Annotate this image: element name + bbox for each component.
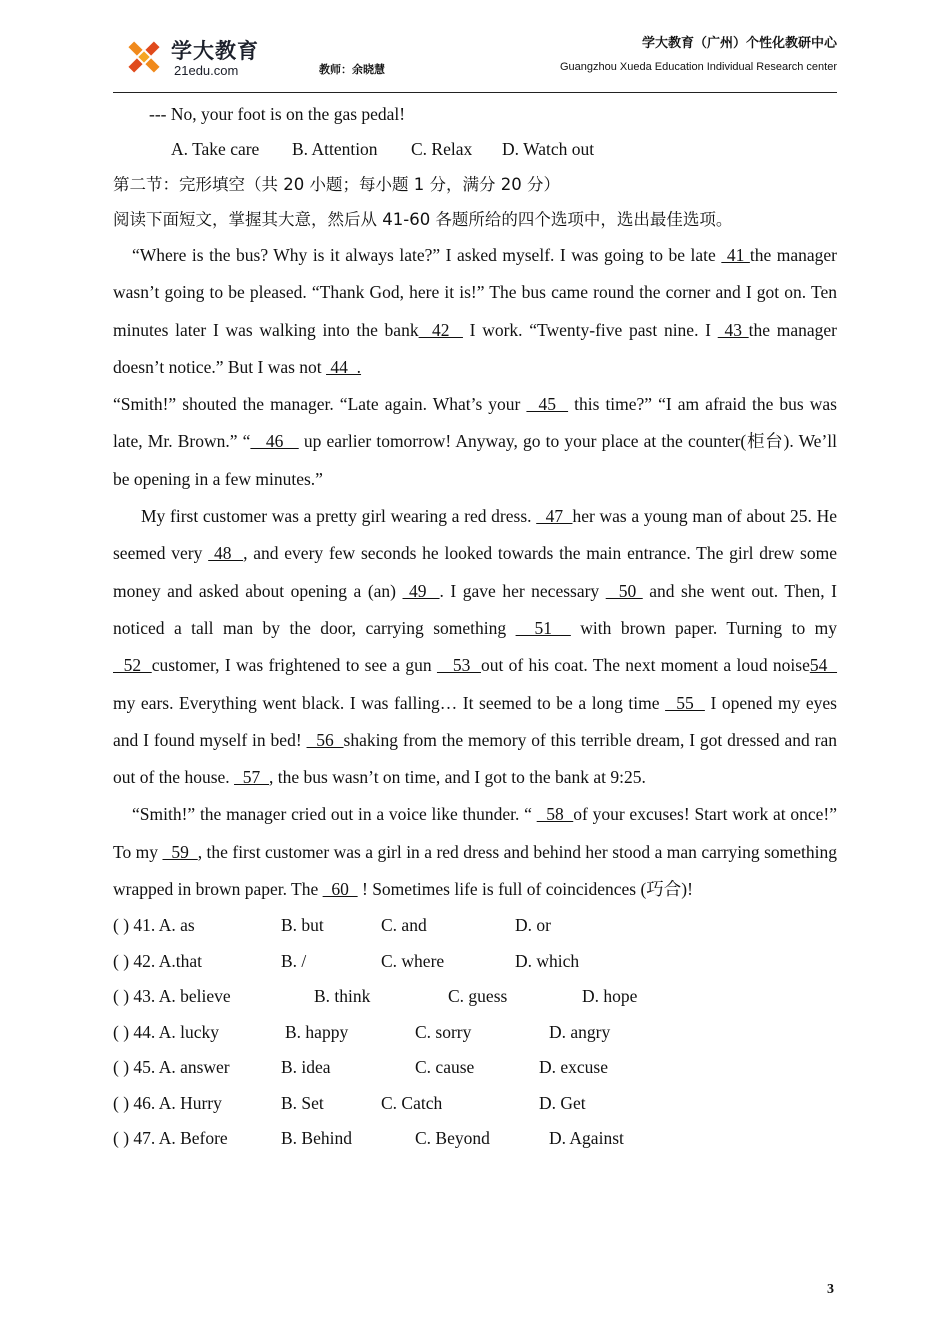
question-stem: ( ) 43. A. believe	[113, 986, 231, 1007]
text-run: “Where is the bus? Why is it always late?” I asked myself. I was going to be late	[132, 245, 722, 265]
text-run: , the bus wasn’t on time, and I got to the bank at 9:25.	[269, 767, 646, 788]
blank-45: 45	[526, 394, 569, 415]
dialog-line: --- No, your foot is on the gas pedal!	[149, 104, 406, 124]
instructions: 阅读下面短文，掌握其大意，然后从 41-60 各题所给的四个选项中，选出最佳选项。	[113, 210, 733, 229]
question-46	[113, 1086, 837, 1122]
paragraph-1	[113, 237, 837, 386]
option-d: D. Against	[549, 1128, 624, 1149]
blank-60: 60	[322, 879, 358, 900]
logo-text: 学大教育	[171, 39, 259, 63]
blank-47: 47	[536, 506, 573, 527]
blank-59: 59	[162, 841, 198, 862]
question-44	[113, 1015, 837, 1051]
option-b: B. Attention	[292, 139, 378, 159]
option-c: C. Relax	[411, 139, 473, 159]
blank-48: 48	[208, 543, 244, 564]
blank-54: 54	[809, 655, 838, 676]
option-b: B. think	[314, 986, 371, 1007]
option-b: B. but	[281, 915, 324, 936]
blank-57: 57	[234, 767, 270, 788]
blank-43: 43	[717, 319, 749, 340]
teacher-name: 教师：余晓慧	[319, 63, 385, 76]
option-c: C. Beyond	[415, 1128, 490, 1149]
logo-mark-icon	[119, 32, 169, 82]
blank-53: 53	[436, 655, 481, 676]
option-d: D. hope	[582, 986, 638, 1007]
text-run: with brown paper. Turning to my	[570, 617, 838, 638]
logo-url: 21edu.com	[174, 63, 239, 78]
question-41	[113, 908, 837, 944]
text-run: out of his coat. The next moment a loud noise	[481, 655, 810, 676]
section-title: 第二节：完形填空（共 20 小题；每小题 1 分，满分 20 分）	[113, 175, 560, 194]
blank-49: 49	[402, 580, 440, 601]
paragraph-3	[113, 498, 837, 796]
text-run: shaking from the memory of this terrible dream, I got dressed and ran out of the house.	[113, 729, 838, 788]
blank-52: 52	[113, 655, 152, 676]
blank-56: 56	[306, 729, 344, 750]
question-42	[113, 944, 837, 980]
text-run: up earlier tomorrow! Anyway, go to your place at the counter(柜台). We’ll be opening in a few minutes.”	[113, 431, 837, 489]
option-c: C. cause	[415, 1057, 475, 1078]
blank-44: 44 .	[326, 356, 362, 377]
option-d: D. Get	[539, 1092, 586, 1113]
question-stem: ( ) 44. A. lucky	[113, 1021, 219, 1042]
text-run: I work. “Twenty-five past nine. I	[462, 319, 718, 340]
option-d: D. Watch out	[502, 139, 595, 159]
option-c: C. where	[381, 950, 445, 971]
option-d: D. which	[515, 950, 580, 971]
text-run: the manager doesn’t notice.” But I was not	[113, 319, 837, 377]
text-run: this time?” “I am afraid the bus was late, Mr. Brown.” “	[113, 394, 837, 452]
option-c: C. guess	[448, 986, 508, 1007]
prev-question-options	[113, 132, 837, 167]
text-run: , the first customer was a girl in a red dress and behind her stood a man carrying something wrapped in brown paper. The	[113, 841, 837, 900]
question-45	[113, 1050, 837, 1086]
text-run: “Smith!” the manager cried out in a voice like thunder. “	[132, 804, 537, 825]
text-run: her was a young man of about 25. He seemed very	[113, 506, 837, 564]
blank-50: 50	[605, 580, 643, 601]
option-d: D. excuse	[539, 1057, 609, 1078]
blank-41: 41	[721, 245, 750, 265]
option-b: B. Behind	[281, 1128, 352, 1149]
option-b: B. happy	[285, 1021, 349, 1042]
question-stem: ( ) 41. A. as	[113, 915, 195, 936]
option-c: C. Catch	[381, 1092, 443, 1113]
question-47	[113, 1121, 837, 1157]
question-list	[113, 908, 837, 1157]
option-b: B. /	[281, 950, 307, 971]
text-run: of your excuses! Start work at once!” To my	[113, 804, 838, 862]
question-stem: ( ) 45. A. answer	[113, 1057, 230, 1078]
text-run: I opened my eyes and I found myself in bed!	[113, 692, 837, 750]
text-run: . I gave her necessary	[439, 580, 606, 601]
question-stem: ( ) 46. A. Hurry	[113, 1092, 222, 1113]
text-run: , and every few seconds he looked towards the main entrance. The girl drew some money and asked about opening a (an)	[113, 543, 837, 601]
xueda-logo	[119, 32, 279, 82]
blank-55: 55	[665, 692, 705, 713]
option-a: A. Take care	[171, 139, 260, 159]
paragraph-2	[113, 386, 837, 498]
option-b: B. idea	[281, 1057, 331, 1078]
option-b: B. Set	[281, 1092, 324, 1113]
text-run: the manager wasn’t going to be pleased. “Thank God, here it is!” The bus came round the corner and I got on. Ten minutes later I was walking into the bank	[113, 245, 838, 340]
blank-46: 46	[250, 431, 299, 452]
option-d: D. or	[515, 915, 551, 936]
paragraph-4	[113, 796, 837, 908]
option-d: D. angry	[549, 1021, 611, 1042]
option-c: C. sorry	[415, 1021, 472, 1042]
question-43	[113, 979, 837, 1015]
page-number: 3	[827, 1282, 834, 1297]
text-run: ! Sometimes life is full of coincidences (巧合)!	[357, 879, 693, 900]
org-name-en: Guangzhou Xueda Education Individual Research center	[559, 61, 837, 73]
text-run: customer, I was frightened to see a gun	[151, 655, 437, 676]
blank-51: 51	[515, 617, 571, 638]
blank-42: 42	[418, 319, 463, 340]
text-run: My first customer was a pretty girl wearing a red dress.	[141, 506, 537, 527]
text-run: my ears. Everything went black. I was falling… It seemed to be a long time	[113, 692, 666, 713]
org-name-cn: 学大教育（广州）个性化教研中心	[641, 36, 837, 51]
page-header	[113, 30, 837, 93]
text-run: “Smith!” shouted the manager. “Late again. What’s your	[113, 394, 527, 415]
question-stem: ( ) 47. A. Before	[113, 1128, 228, 1149]
question-stem: ( ) 42. A.that	[113, 950, 202, 971]
option-c: C. and	[381, 915, 427, 936]
page-content	[113, 97, 837, 1157]
text-run: and she went out. Then, I noticed a tall man by the door, carrying something	[113, 580, 837, 638]
blank-58: 58	[536, 804, 574, 825]
